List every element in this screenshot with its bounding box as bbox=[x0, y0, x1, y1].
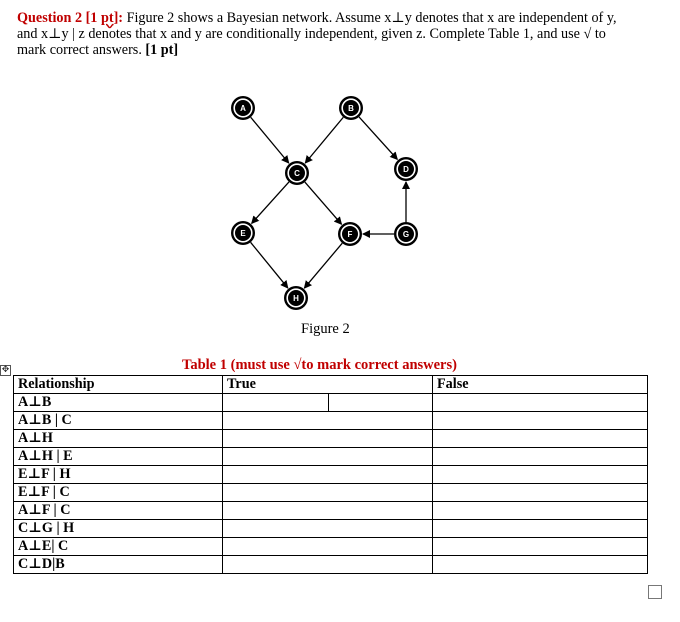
node-label: A bbox=[240, 104, 246, 113]
figure-caption: Figure 2 bbox=[301, 321, 350, 337]
true-answer-cell[interactable] bbox=[223, 520, 433, 538]
edge-c-to-f bbox=[305, 182, 342, 224]
false-answer-cell[interactable] bbox=[433, 430, 648, 448]
node-label: D bbox=[403, 165, 409, 174]
relationship-cell: E⊥F | C bbox=[14, 484, 223, 502]
node-a bbox=[231, 96, 255, 120]
node-f bbox=[338, 222, 362, 246]
false-answer-cell[interactable] bbox=[433, 394, 648, 412]
relationship-cell: A⊥B bbox=[14, 394, 223, 412]
node-h bbox=[284, 286, 308, 310]
table-row bbox=[14, 556, 648, 574]
node-label: B bbox=[348, 104, 354, 113]
true-answer-cell-split[interactable] bbox=[329, 394, 433, 412]
edge-a-to-c bbox=[251, 117, 289, 163]
false-answer-cell[interactable] bbox=[433, 466, 648, 484]
relationship-table bbox=[13, 375, 648, 574]
false-answer-cell[interactable] bbox=[433, 412, 648, 430]
true-answer-cell[interactable] bbox=[223, 466, 433, 484]
table-row bbox=[14, 394, 648, 412]
true-answer-cell[interactable] bbox=[223, 484, 433, 502]
false-answer-cell[interactable] bbox=[433, 556, 648, 574]
node-c bbox=[285, 161, 309, 185]
relationship-cell: A⊥E| C bbox=[14, 538, 223, 556]
true-answer-cell[interactable] bbox=[223, 430, 433, 448]
true-answer-cell[interactable] bbox=[223, 538, 433, 556]
edge-b-to-d bbox=[359, 117, 397, 159]
false-answer-cell[interactable] bbox=[433, 484, 648, 502]
relationship-cell: A⊥H | E bbox=[14, 448, 223, 466]
relationship-cell: A⊥F | C bbox=[14, 502, 223, 520]
header-true: True bbox=[223, 376, 433, 394]
true-answer-cell[interactable] bbox=[223, 556, 433, 574]
table-row bbox=[14, 466, 648, 484]
true-answer-cell[interactable] bbox=[223, 394, 329, 412]
node-label: G bbox=[402, 230, 410, 239]
edge-b-to-c bbox=[305, 117, 343, 163]
relationship-cell: E⊥F | H bbox=[14, 466, 223, 484]
node-label: F bbox=[347, 230, 353, 239]
table-row bbox=[14, 430, 648, 448]
table-row bbox=[14, 484, 648, 502]
table-row bbox=[14, 448, 648, 466]
false-answer-cell[interactable] bbox=[433, 502, 648, 520]
edge-f-to-h bbox=[304, 243, 342, 288]
question-points: [1 pt] bbox=[145, 42, 179, 58]
table-row bbox=[14, 538, 648, 556]
true-answer-cell[interactable] bbox=[223, 448, 433, 466]
table-row bbox=[14, 412, 648, 430]
question-heading: Question 2 [1 pt]: bbox=[17, 10, 124, 26]
true-answer-cell[interactable] bbox=[223, 412, 433, 430]
false-answer-cell[interactable] bbox=[433, 520, 648, 538]
table-header-row bbox=[14, 376, 648, 394]
node-label: C bbox=[294, 169, 300, 178]
node-label: E bbox=[240, 229, 246, 238]
table-row bbox=[14, 502, 648, 520]
node-label: H bbox=[293, 294, 299, 303]
relationship-cell: A⊥H bbox=[14, 430, 223, 448]
node-d bbox=[394, 157, 418, 181]
node-e bbox=[231, 221, 255, 245]
node-g bbox=[394, 222, 418, 246]
table-caption: Table 1 (must use √to mark correct answers) bbox=[182, 357, 457, 373]
question-body: Figure 2 shows a Bayesian network. Assume x⊥y denotes that x are independent of y, and x⊥y | z denotes that x and y are conditionally independent, given z. Complete Table 1, and use √ to mark correct answers. bbox=[17, 10, 617, 58]
true-answer-cell[interactable] bbox=[223, 502, 433, 520]
relationship-cell: C⊥G | H bbox=[14, 520, 223, 538]
edge-c-to-e bbox=[252, 182, 289, 223]
table-row bbox=[14, 520, 648, 538]
false-answer-cell[interactable] bbox=[433, 538, 648, 556]
false-answer-cell[interactable] bbox=[433, 448, 648, 466]
relationship-cell: C⊥D|B bbox=[14, 556, 223, 574]
header-false: False bbox=[433, 376, 648, 394]
table-move-handle-icon[interactable]: ✥ bbox=[1, 365, 10, 375]
edge-e-to-h bbox=[251, 242, 288, 288]
node-b bbox=[339, 96, 363, 120]
header-relationship: Relationship bbox=[14, 376, 223, 394]
table-resize-handle[interactable] bbox=[648, 585, 662, 599]
relationship-cell: A⊥B | C bbox=[14, 412, 223, 430]
